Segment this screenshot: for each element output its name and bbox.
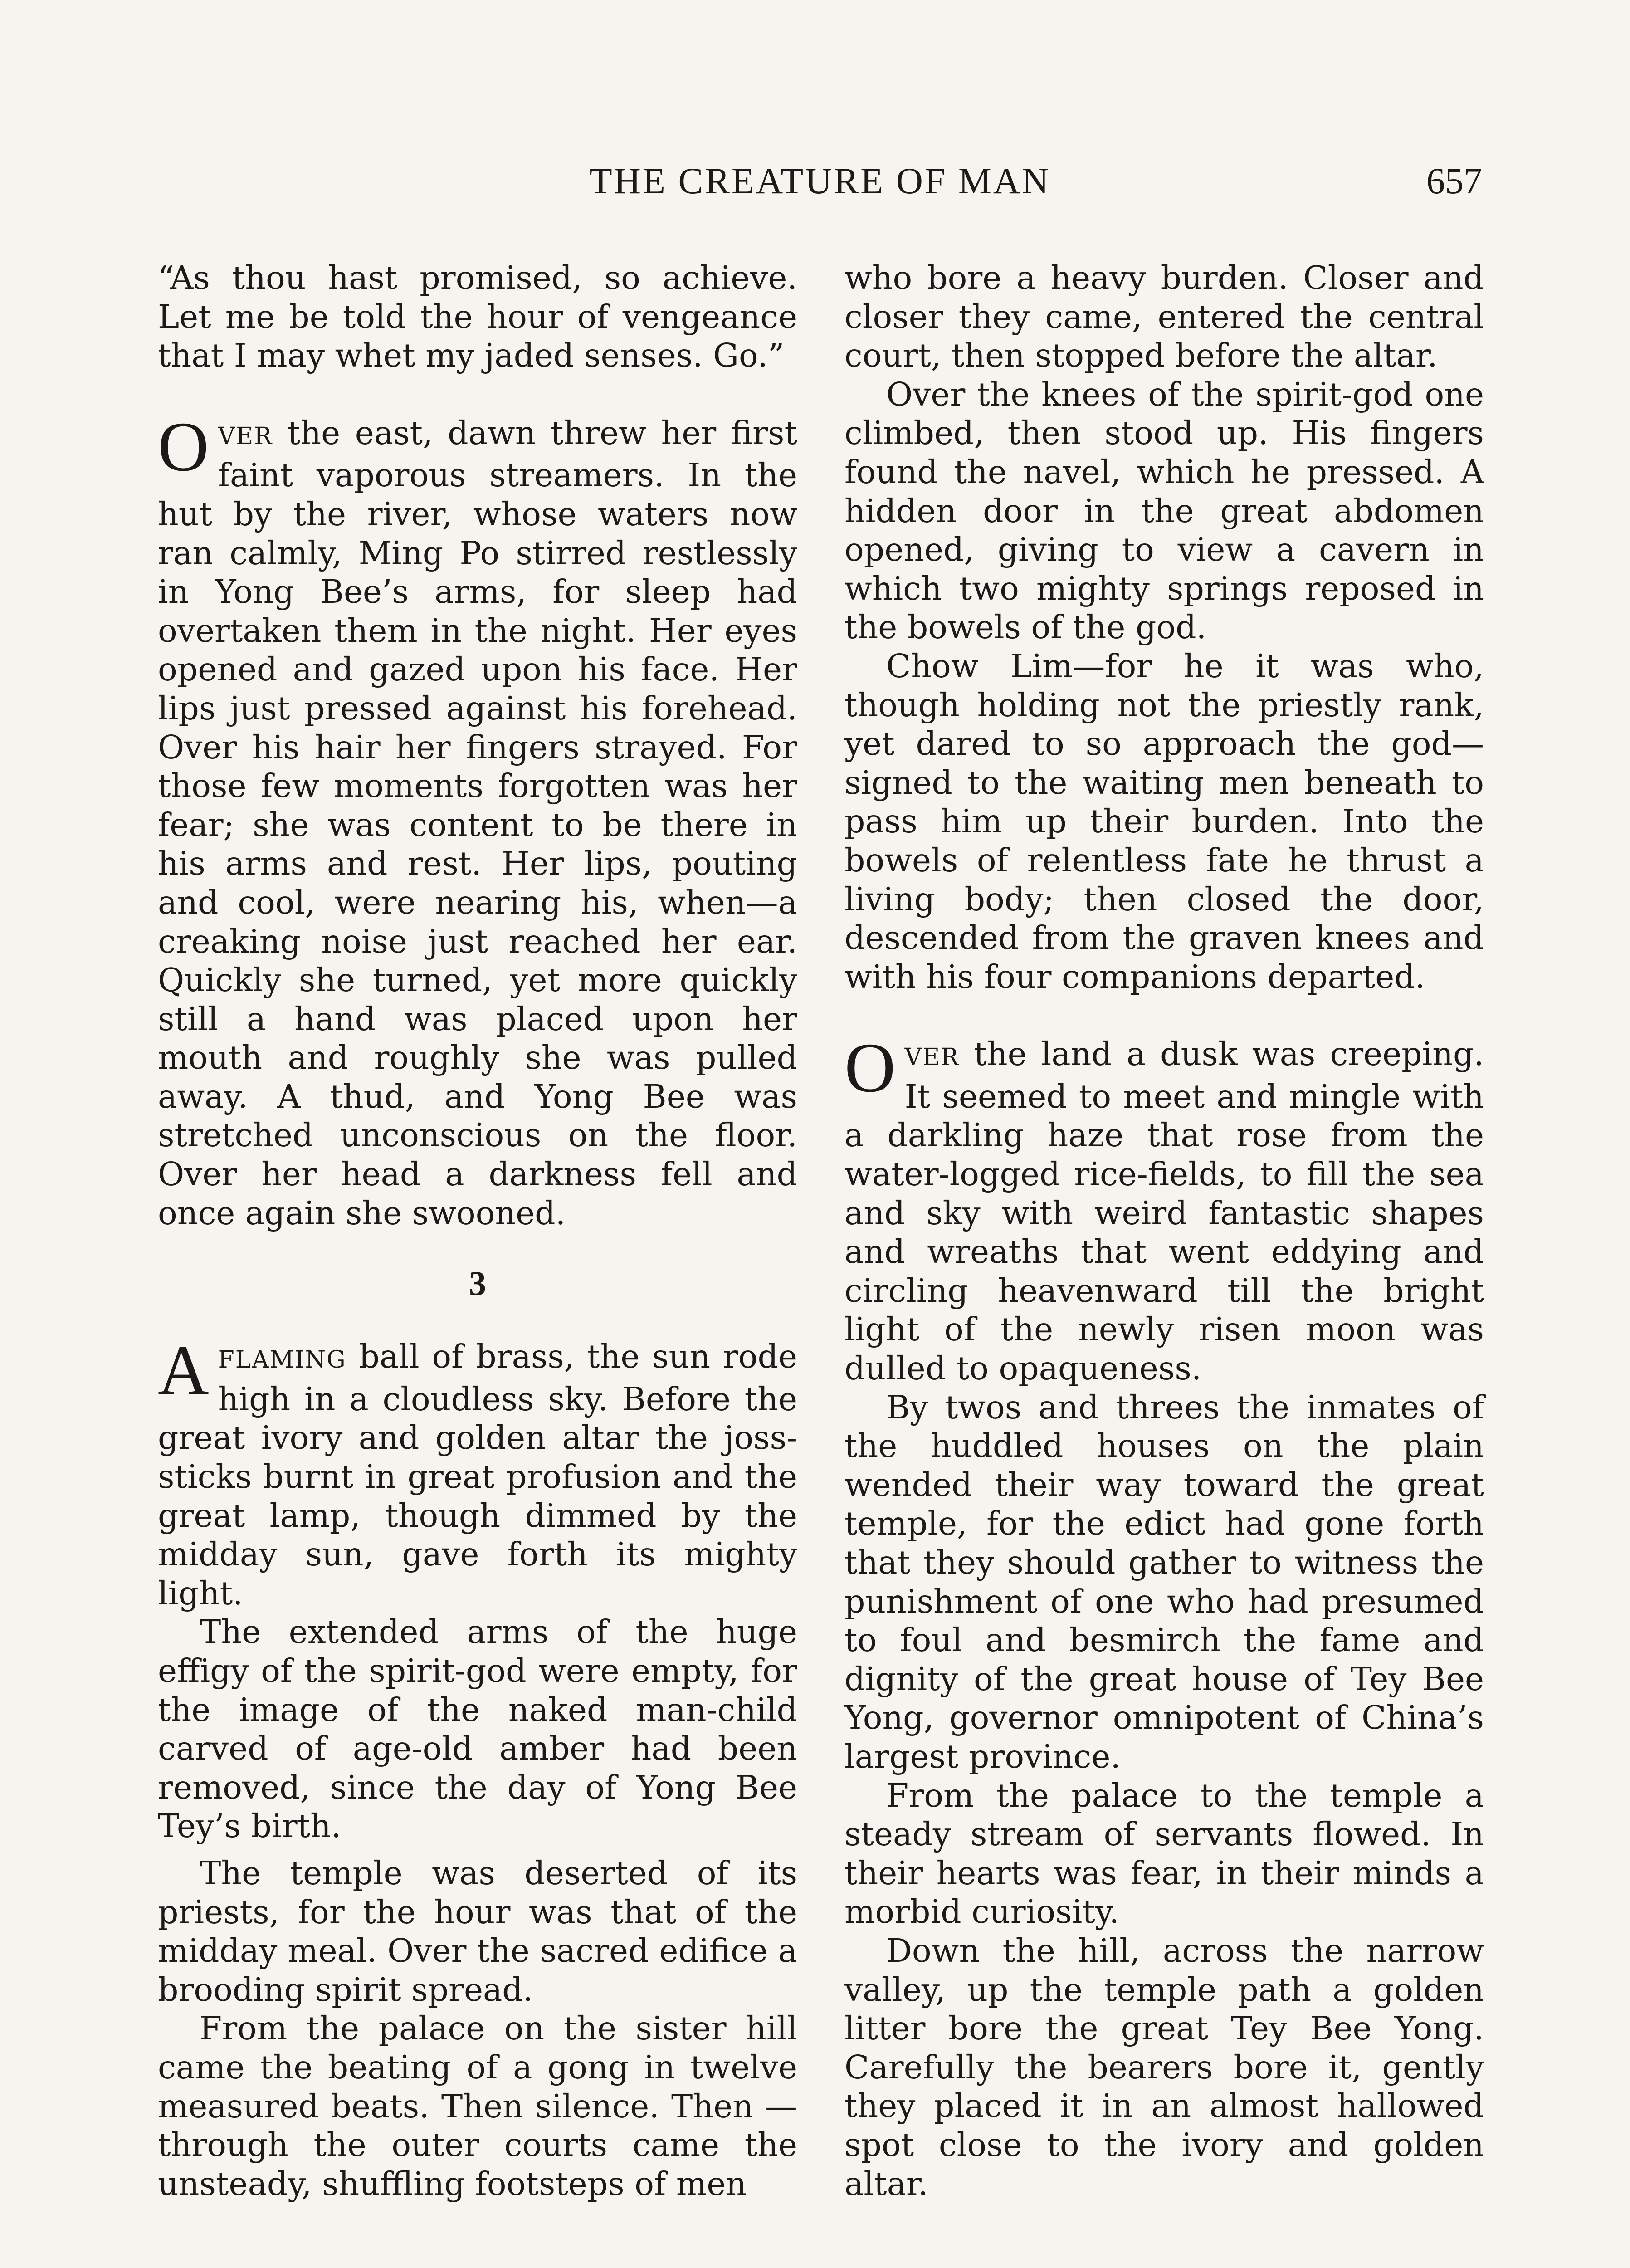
page-number: 657 (1426, 160, 1482, 201)
dropcap-letter: O (844, 1028, 896, 1107)
paragraph-text: the land a dusk was creeping. It seemed to meet and mingle with a darkling haze that rose from the water-logged rice-fields, to fill the sea and sky with weird fantastic shapes and wreaths that went eddying and circling heavenward till the bright light of the newly risen moon was dulled to opaqueness. (844, 1035, 1484, 1388)
paragraph-with-dropcap (844, 1028, 1484, 1388)
paragraph: The temple was deserted of its priests, for the hour was that of the midday meal. Over the sacred edifice a brooding spirit spread. (158, 1854, 797, 2009)
smallcaps-lead: VER (218, 422, 273, 450)
paragraph: By twos and threes the inmates of the huddled houses on the plain wended their way toward the great temple, for the edict had gone forth that they should gather to witness the punishment of one who had presumed to foul and besmirch the fame and dignity of the great house of Tey Bee Yong, governor omnipotent of China’s largest province. (844, 1388, 1484, 1775)
paragraph-text: ball of brass, the sun rode high in a cloudless sky. Before the great ivory and golden altar the joss-sticks burnt in great profusion and the great lamp, though dimmed by the midday sun, gave forth its mighty light. (158, 1338, 797, 1612)
dropcap-letter: O (158, 407, 209, 486)
smallcaps-lead: FLAMING (218, 1346, 346, 1374)
paragraph: who bore a heavy burden. Closer and closer they came, entered the central court, then stopped before the altar. (844, 259, 1484, 375)
paragraph: Down the hill, across the narrow valley, up the temple path a golden litter bore the great Tey Bee Yong. Carefully the bearers bore it, gently they placed it in an almost hallowed spot close to the ivory and golden altar. (844, 1931, 1484, 2203)
right-column (844, 259, 1484, 2203)
dropcap-letter: A (158, 1331, 209, 1410)
section-number: 3 (469, 1265, 486, 1303)
paragraph: From the palace on the sister hill came the beating of a gong in twelve measured beats. Then silence. Then —through the outer courts came the unsteady, shuffling footsteps of men (158, 2009, 797, 2203)
paragraph-with-dropcap (158, 1331, 797, 1613)
paragraph: The extended arms of the huge effigy of the spirit-god were empty, for the image of the naked man-child carved of age-old amber had been removed, since the day of Yong Bee Tey’s birth. (158, 1613, 797, 1845)
smallcaps-lead: VER (904, 1044, 960, 1071)
paragraph: Chow Lim—for he it was who, though holding not the priestly rank, yet dared to so approach the god—signed to the waiting men beneath to pass him up their burden. Into the bowels of relentless fate he thrust a living body; then closed the door, descended from the graven knees and with his four companions departed. (844, 647, 1484, 996)
page-header (158, 160, 1482, 214)
paragraph: “As thou hast promised, so achieve. Let me be told the hour of vengeance that I may whet my jaded senses. Go.” (158, 259, 797, 375)
paragraph-with-dropcap (158, 407, 797, 1232)
paragraph: From the palace to the temple a steady stream of servants flowed. In their hearts was fear, in their minds a morbid curiosity. (844, 1776, 1484, 1931)
running-title: THE CREATURE OF MAN (589, 160, 1051, 201)
paragraph: Over the knees of the spirit-god one climbed, then stood up. His fingers found the navel, which he pressed. A hidden door in the great abdomen opened, giving to view a cavern in which two mighty springs reposed in the bowels of the god. (844, 375, 1484, 646)
left-column (158, 259, 797, 2203)
paragraph-text: the east, dawn threw her first faint vaporous streamers. In the hut by the river, whose waters now ran calmly, Ming Po stirred restlessly in Yong Bee’s arms, for sleep had overtaken them in the night. Her eyes opened and gazed upon his face. Her lips just pressed against his forehead. Over his hair her fingers strayed. For those few moments forgotten was her fear; she was content to be there in his arms and rest. Her lips, pouting and cool, were nearing his, when—a creaking noise just reached her ear. Quickly she turned, yet more quickly still a hand was placed upon her mouth and roughly she was pulled away. A thud, and Yong Bee was stretched unconscious on the floor. Over her head a darkness fell and once again she swooned. (158, 414, 797, 1232)
